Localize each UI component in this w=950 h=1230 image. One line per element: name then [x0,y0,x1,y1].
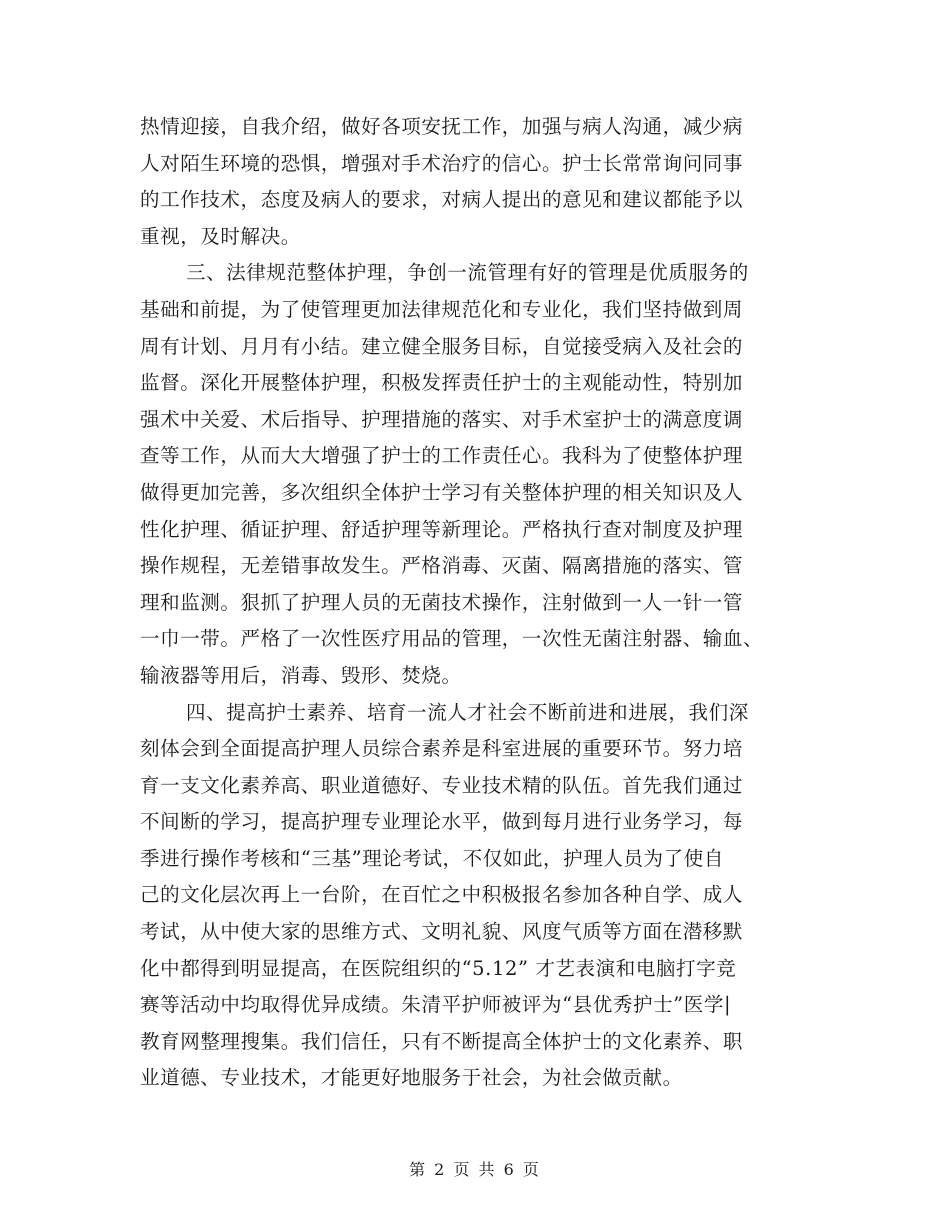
text-line: 化中都得到明显提高，在医院组织的“5.12” 才艺表演和电脑打字竞 [140,956,737,980]
text-line: 教育网整理搜集。我们信任，只有不断提高全体护士的文化素养、职 [140,1029,744,1053]
text-line: 的工作技术，态度及病人的要求，对病人提出的意见和建议都能予以 [140,188,744,212]
text-line: 己的文化层次再上一台阶，在百忙之中积极报名参加各种自学、成人 [140,883,744,907]
text-line: 基础和前提，为了使管理更加法律规范化和专业化，我们坚持做到周 [140,297,744,321]
text-line: 不间断的学习，提高护理专业理论水平，做到每月进行业务学习，每 [140,810,744,834]
text-line: 重视，及时解决。 [140,224,301,248]
text-line: 一巾一带。严格了一次性医疗用品的管理，一次性无菌注射器、输血、 [140,627,764,651]
text-line: 监督。深化开展整体护理，积极发挥责任护士的主观能动性，特别加 [140,371,744,395]
text-line: 育一支文化素养高、职业道德好、专业技术精的队伍。首先我们通过 [140,773,744,797]
paragraph-section-three [140,255,820,694]
text-line: 做得更加完善，多次组织全体护士学习有关整体护理的相关知识及人 [140,480,744,504]
text-line: 强术中关爱、术后指导、护理措施的落实、对手术室护士的满意度调 [140,407,744,431]
paragraph-intro-continuation [140,109,820,255]
text-line: 操作规程，无差错事故发生。严格消毒、灭菌、隔离措施的落实、管 [140,554,744,578]
paragraph-section-four [140,695,820,1098]
text-line: 人对陌生环境的恐惧，增强对手术治疗的信心。护士长常常询问同事 [140,151,744,175]
page-number-footer: 第 2 页 共 6 页 [409,1160,541,1179]
text-line: 考试，从中使大家的思维方式、文明礼貌、风度气质等方面在潜移默 [140,920,744,944]
text-line: 刻体会到全面提高护理人员综合素养是科室进展的重要环节。努力培 [140,737,744,761]
text-line: 周有计划、月月有小结。建立健全服务目标，自觉接受病入及社会的 [140,334,744,358]
text-line: 赛等活动中均取得优异成绩。朱清平护师被评为“县优秀护士”医学| [140,993,732,1017]
text-line: 输液器等用后，消毒、毁形、焚烧。 [140,663,462,687]
section-heading-line: 三、法律规范整体护理，争创一流管理有好的管理是优质服务的 [186,261,749,285]
text-line: 业道德、专业技术，才能更好地服务于社会，为社会做贡献。 [140,1066,683,1090]
text-line: 理和监测。狠抓了护理人员的无菌技术操作，注射做到一人一针一管 [140,590,744,614]
text-line: 季进行操作考核和“三基”理论考试，不仅如此，护理人员为了使自 [140,846,724,870]
document-body [140,109,820,1097]
section-heading-line: 四、提高护士素养、培育一流人才社会不断前进和进展，我们深 [186,700,749,724]
text-line: 热情迎接，自我介绍，做好各项安抚工作，加强与病人沟通，减少病 [140,115,744,138]
text-line: 查等工作，从而大大增强了护士的工作责任心。我科为了使整体护理 [140,444,744,468]
text-line: 性化护理、循证护理、舒适护理等新理论。严格执行查对制度及护理 [140,517,744,541]
